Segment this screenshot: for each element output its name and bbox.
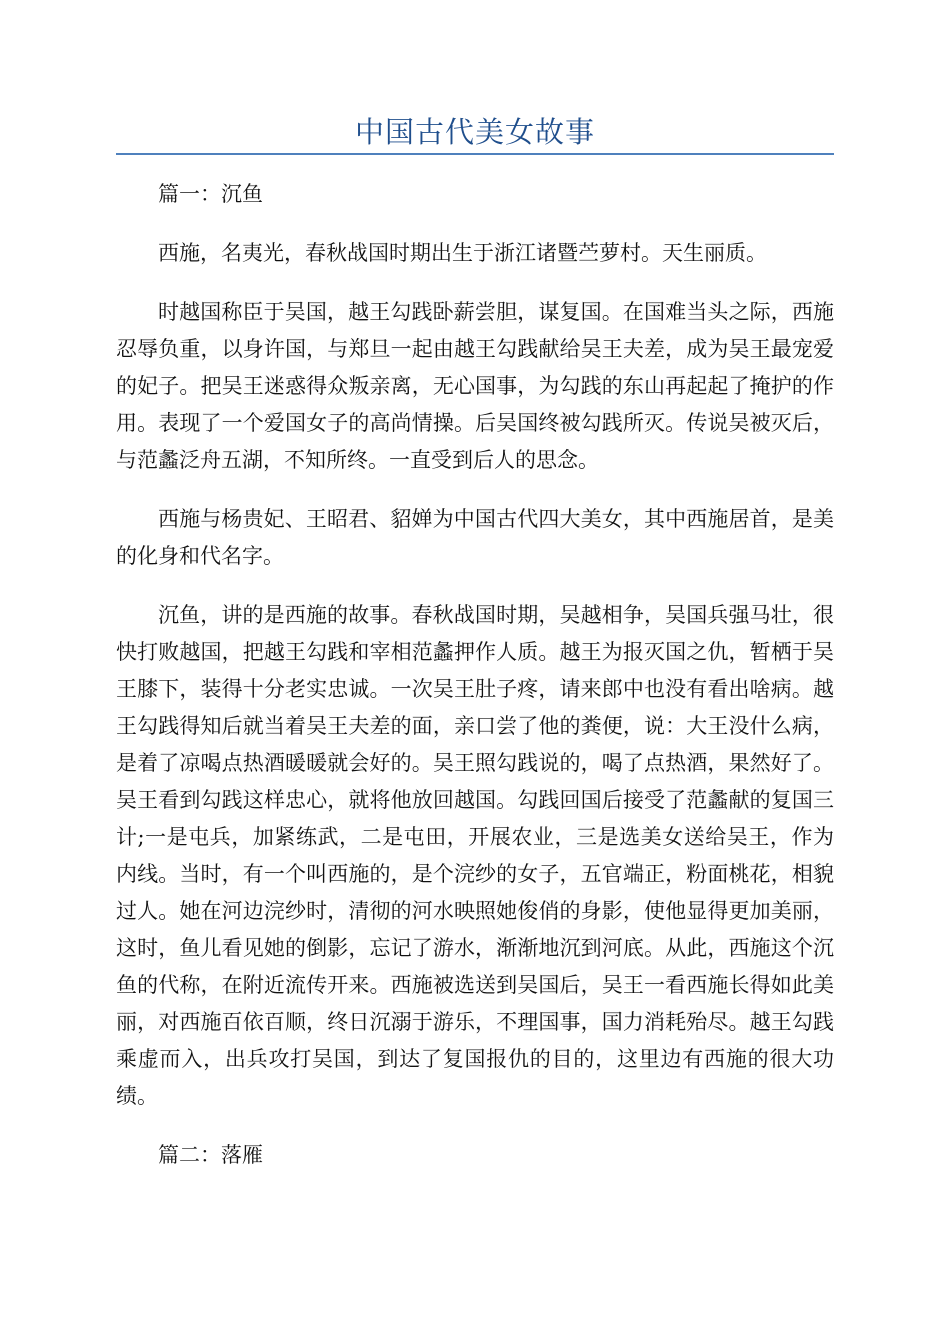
body-paragraph-history: 时越国称臣于吴国，越王勾践卧薪尝胆，谋复国。在国难当头之际，西施忍辱负重，以身许国，与郑旦一起由越王勾践献给吴王夫差，成为吴王最宠爱的妃子。把吴王迷惑得众叛亲离，无心国事，为勾践的东山再起起了掩护的作用。表现了一个爱国女子的高尚情操。后吴国终被勾践所灭。传说吴被灭后，与范蠡泛舟五湖，不知所终。一直受到后人的思念。 [116,300,834,472]
document-body [116,176,834,1196]
section-heading-1: 篇一：沉鱼 [158,182,263,206]
body-paragraph-chenyu-story: 沉鱼，讲的是西施的故事。春秋战国时期，吴越相争，吴国兵强马壮，很快打败越国，把越王勾践和宰相范蠡押作人质。越王为报灭国之仇，暂栖于吴王膝下，装得十分老实忠诚。一次吴王肚子疼，请来郎中也没有看出啥病。越王勾践得知后就当着吴王夫差的面，亲口尝了他的粪便，说：大王没什么病，是着了凉喝点热酒暖暖就会好的。吴王照勾践说的，喝了点热酒，果然好了。吴王看到勾践这样忠心，就将他放回越国。勾践回国后接受了范蠡献的复国三计;一是屯兵，加紧练武，二是屯田，开展农业，三是选美女送给吴王，作为内线。当时，有一个叫西施的，是个浣纱的女子，五官端正，粉面桃花，相貌过人。她在河边浣纱时，清彻的河水映照她俊俏的身影，使他显得更加美丽，这时，鱼儿看见她的倒影，忘记了游水，渐渐地沉到河底。从此，西施这个沉鱼的代称，在附近流传开来。西施被选送到吴国后，吴王一看西施长得如此美丽，对西施百依百顺，终日沉溺于游乐，不理国事，国力消耗殆尽。越王勾践乘虚而入，出兵攻打吴国，到达了复国报仇的目的，这里边有西施的很大功绩。 [116,603,834,1108]
document-title: 中国古代美女故事 [354,115,595,149]
body-paragraph-four-beauties: 西施与杨贵妃、王昭君、貂婵为中国古代四大美女，其中西施居首，是美的化身和代名字。 [116,507,834,568]
title-underline [116,153,834,155]
body-paragraph-intro: 西施，名夷光，春秋战国时期出生于浙江诸暨苎萝村。天生丽质。 [158,241,767,265]
section-heading-2: 篇二：落雁 [158,1143,263,1167]
